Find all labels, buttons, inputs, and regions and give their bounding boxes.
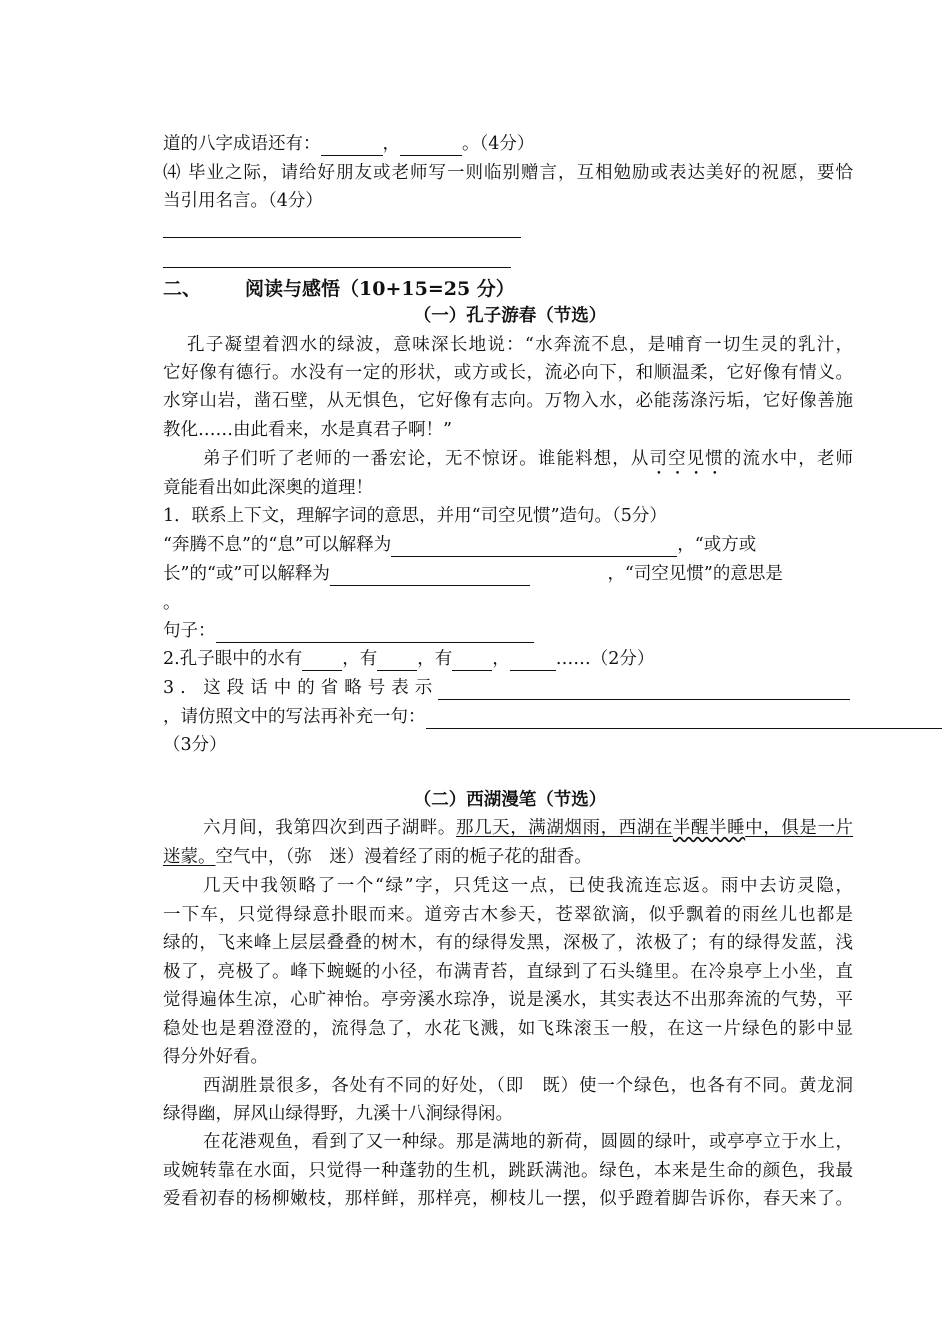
section-number: 二、	[163, 278, 202, 300]
answer-blank[interactable]	[302, 652, 342, 671]
question-3-score: （3分）	[163, 735, 227, 755]
passage1-line: 水穿山岩，凿石壁，从无惧色，它好像有志向。万物入水，必能荡涤污垢，它好像善施	[163, 391, 853, 411]
passage2-line: 极了，亮极了。峰下蜿蜒的小径，布满青苔，直绿到了石头缝里。在冷泉亭上小坐，直	[163, 962, 853, 982]
answer-line[interactable]	[163, 237, 521, 238]
answer-blank[interactable]	[321, 137, 383, 156]
passage2-line: 或婉转靠在水面，只觉得一种蓬勃的生机，跳跃满池。绿色，本来是生命的颜色，我最	[163, 1161, 853, 1181]
answer-blank[interactable]	[216, 624, 534, 643]
passage2-line: 西湖胜景很多，各处有不同的好处，（即 既）使一个绿色，也各有不同。黄龙洞	[203, 1076, 853, 1096]
passage2-p1-line2	[163, 845, 853, 869]
passage2-line: 爱看初春的杨柳嫩枝，那样鲜，那样亮，柳枝儿一摆，似乎蹬着脚告诉你，春天来了。	[163, 1189, 853, 1209]
question-3-line-b	[163, 705, 950, 729]
section-heading	[163, 276, 853, 302]
q4-tail-text: 道的八字成语还有：	[163, 134, 321, 154]
sentence-line	[163, 619, 853, 643]
passage2-line: 一下车，只觉得绿意扑眼而来。道旁古木参天，苍翠欲滴，似乎飘着的雨丝儿也都是	[163, 905, 853, 925]
q4-line2: 当引用名言。（4分）	[163, 191, 323, 211]
text: ，	[492, 649, 510, 669]
answer-blank[interactable]	[330, 567, 530, 586]
question-1: 1．联系上下文，理解字词的意思，并用“司空见惯”造句。（5分）	[163, 506, 667, 526]
text: 弟子们听了老师的一番宏论，无不惊讶。谁能料想，从	[203, 449, 650, 469]
passage2-line: 几天中我领略了一个“绿”字，只凭这一点，已使我流连忘返。雨中去访灵隐，	[203, 876, 853, 896]
answer-blank[interactable]	[400, 137, 462, 156]
text: ，“或方或	[677, 535, 757, 555]
score-text: 。（4分）	[462, 134, 535, 154]
answer-line[interactable]	[163, 267, 511, 268]
answer-blank[interactable]	[377, 652, 417, 671]
passage2-line: 稳处也是碧澄澄的，流得急了，水花飞溅，如飞珠滚玉一般，在这一片绿色的影中显	[163, 1019, 853, 1039]
answer-blank[interactable]	[510, 652, 556, 671]
text: “奔腾不息”的“息”可以解释为	[163, 535, 392, 555]
q4-line1: ⑷ 毕业之际，请给好朋友或老师写一则临别赠言，互相勉励或表达美好的祝愿，要恰	[163, 163, 853, 183]
underlined-text: 迷蒙。	[163, 847, 216, 867]
passage2-line: 在花港观鱼，看到了又一种绿。那是满地的新荷，圆圆的绿叶，或亭亭立于水上，	[203, 1132, 853, 1152]
comma: ，	[382, 134, 400, 154]
question-1-line-b	[163, 562, 853, 586]
text: 长”的“或”可以解释为	[163, 564, 330, 584]
answer-blank[interactable]	[438, 681, 850, 700]
passage1-line: 教化……由此看来，水是真君子啊！”	[163, 420, 452, 440]
question-3-line-a	[163, 676, 853, 700]
q4-tail-line	[163, 132, 853, 156]
passage1-p2-line2: 竟能看出如此深奥的道理！	[163, 478, 373, 498]
answer-blank[interactable]	[426, 710, 942, 729]
passage2-title: （二）西湖漫笔（节选）	[413, 790, 607, 810]
question-1-line-c: 。	[163, 593, 181, 613]
underlined-text: 那几天，满湖烟雨，西湖在	[456, 818, 673, 838]
wavy-underlined-phrase: 半醒半睡	[672, 818, 746, 838]
passage2-line: 得分外好看。	[163, 1047, 268, 1067]
passage1-line: 它好像有德行。水没有一定的形状，或方或长，流必向下，和顺温柔，它好像有情义。	[163, 363, 853, 383]
text: ，“司空见惯”的意思是	[607, 564, 783, 584]
label: 句子：	[163, 621, 216, 641]
score-text: ……（2分）	[555, 649, 655, 669]
text: ，有	[417, 649, 453, 669]
passage2-line: 绿的，飞来峰上层层叠叠的树木，有的绿得发黑，深极了，浓极了；有的绿得发蓝，浅	[163, 933, 853, 953]
question-2	[163, 647, 853, 671]
passage2-p1-line1	[203, 816, 853, 840]
text: 六月间，我第四次到西子湖畔。	[203, 818, 456, 838]
section-title: 阅读与感悟（10+15=25 分）	[245, 278, 515, 300]
passage1-title: （一）孔子游春（节选）	[413, 306, 607, 326]
answer-blank[interactable]	[452, 652, 492, 671]
answer-blank[interactable]	[391, 538, 677, 557]
text: ，有	[342, 649, 378, 669]
passage1-p2-line1	[203, 447, 853, 479]
text: 的流水中，老师	[723, 449, 854, 469]
text: ，请仿照文中的写法再补充一句：	[163, 707, 426, 727]
passage2-line: 觉得遍体生凉，心旷神怡。亭旁溪水琮净，说是溪水，其实表达不出那奔流的气势，平	[163, 990, 853, 1010]
emphasized-phrase: 司空见惯	[649, 449, 724, 469]
text: 3. 这段话中的省略号表示	[163, 678, 439, 698]
text: 空气中，（弥 迷）漫着经了雨的栀子花的甜香。	[215, 847, 592, 867]
text: 2.孔子眼中的水有	[163, 649, 303, 669]
passage2-line: 绿得幽，屏风山绿得野，九溪十八涧绿得闲。	[163, 1104, 513, 1124]
question-1-line-a	[163, 533, 853, 557]
passage1-line: 孔子凝望着泗水的绿波，意味深长地说：“水奔流不息，是哺育一切生灵的乳汁，	[187, 335, 853, 355]
underlined-text: 中，俱是一片	[745, 818, 854, 838]
